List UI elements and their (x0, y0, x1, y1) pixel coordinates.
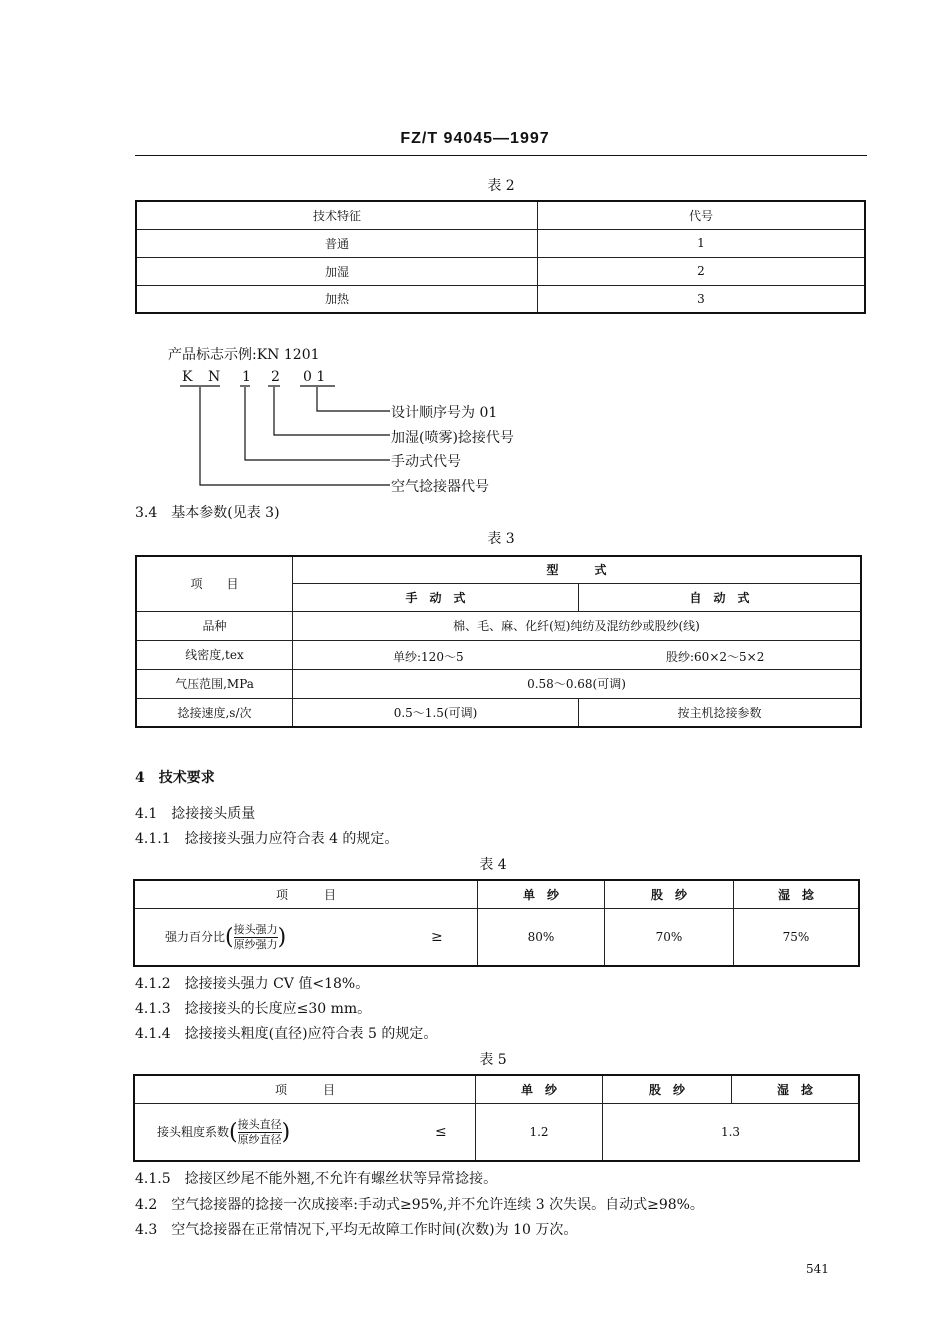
table5-header: 项 目 (134, 1075, 476, 1103)
table2-header-code: 代号 (538, 201, 866, 229)
section-4-1: 4.1 捻接接头质量 (135, 806, 256, 822)
table3-row-label: 线密度,tex (136, 640, 293, 669)
section-4-2: 4.2 空气捻接器的捻接一次成接率:手动式≥95%,并不允许连续 3 次失误。自动式≥98%。 (135, 1197, 704, 1213)
table3-auto-header: 自 动 式 (579, 583, 862, 611)
table2 (135, 200, 866, 314)
section-4: 4 技术要求 (135, 770, 215, 786)
example-code-01: 0 1 (303, 369, 326, 385)
table2-cell: 1 (538, 229, 866, 257)
page-number: 541 (806, 1262, 829, 1276)
table4-caption: 表 4 (479, 857, 507, 873)
table3-caption: 表 3 (487, 531, 515, 547)
table3-row-label: 气压范围,MPa (136, 669, 293, 698)
example-label-serial: 设计顺序号为 01 (391, 405, 498, 421)
section-4-1-1: 4.1.1 捻接接头强力应符合表 4 的规定。 (135, 831, 399, 847)
table5-caption: 表 5 (479, 1052, 507, 1068)
table2-caption: 表 2 (487, 178, 515, 194)
table4-value: 75% (734, 908, 860, 966)
table5-symbol: ≤ (435, 1123, 447, 1140)
example-code-1: 1 (242, 369, 251, 385)
table3-item-header: 项 目 (136, 556, 293, 611)
table4-item-label: 强力百分比 (165, 929, 226, 944)
example-code-n: N (208, 369, 221, 385)
table4-symbol: ≥ (431, 928, 443, 945)
table4-item-cell (134, 908, 478, 966)
table3-row-label: 品种 (136, 611, 293, 640)
table5-item-label: 接头粗度系数 (157, 1124, 230, 1139)
example-connector-lines (150, 385, 410, 495)
table3-density-manual: 单纱:120～5 (393, 649, 464, 664)
table5-header: 湿 捻 (732, 1075, 860, 1103)
example-label-manual: 手动式代号 (391, 454, 461, 470)
example-code-k: K (182, 369, 193, 385)
table4-header: 股 纱 (605, 880, 734, 908)
example-label-humidify: 加湿(喷雾)捻接代号 (391, 430, 514, 446)
table4-header: 湿 捻 (734, 880, 860, 908)
table4-value: 70% (605, 908, 734, 966)
section-4-1-4: 4.1.4 捻接接头粗度(直径)应符合表 5 的规定。 (135, 1026, 438, 1042)
table3-cell: 棉、毛、麻、化纤(短)纯纺及混纺纱或股纱(线) (293, 611, 862, 640)
example-code-2: 2 (271, 369, 280, 385)
table3-cell: 按主机捻接参数 (579, 698, 862, 727)
table2-header-feature: 技术特征 (136, 201, 538, 229)
table2-cell: 普通 (136, 229, 538, 257)
table3 (135, 555, 862, 728)
table5-item-cell (134, 1103, 476, 1161)
example-label-splicer: 空气捻接器代号 (391, 479, 489, 495)
table2-cell: 加湿 (136, 257, 538, 285)
header-rule (135, 155, 867, 156)
table2-cell: 3 (538, 285, 866, 313)
table2-cell: 加热 (136, 285, 538, 313)
section-4-1-2: 4.1.2 捻接接头强力 CV 值<18%。 (135, 976, 370, 992)
example-title: 产品标志示例:KN 1201 (168, 347, 320, 363)
page-header: FZ/T 94045—1997 (400, 130, 550, 147)
table3-cell: 0.58～0.68(可调) (293, 669, 862, 698)
table4-header: 单 纱 (478, 880, 605, 908)
table5-header: 单 纱 (476, 1075, 603, 1103)
section-4-1-3: 4.1.3 捻接接头的长度应≤30 mm。 (135, 1001, 372, 1017)
table3-density-auto: 股纱:60×2～5×2 (666, 649, 765, 664)
table5-header: 股 纱 (603, 1075, 732, 1103)
table5-value: 1.2 (476, 1103, 603, 1161)
section-4-1-5: 4.1.5 捻接区纱尾不能外翘,不允许有螺丝状等异常捻接。 (135, 1171, 498, 1187)
table3-cell: 0.5～1.5(可调) (293, 698, 579, 727)
table4-item: 强力百分比( $\frac{\text{接头强力}}{\text{原纱强力}}$ ) (165, 922, 287, 951)
section-3-4: 3.4 基本参数(见表 3) (135, 505, 280, 521)
section-4-3: 4.3 空气捻接器在正常情况下,平均无故障工作时间(次数)为 10 万次。 (135, 1222, 578, 1238)
table5-item: 接头粗度系数( $\frac{\text{接头直径}}{\text{原纱直径}}$ ) (157, 1117, 291, 1146)
table3-manual-header: 手 动 式 (293, 583, 579, 611)
table5-fraction: $\frac{\text{接头直径}}{\text{原纱直径}}$ (237, 1117, 282, 1146)
table2-cell: 2 (538, 257, 866, 285)
table4 (133, 879, 860, 967)
table5 (133, 1074, 860, 1162)
table3-density-cell (293, 640, 862, 669)
table3-type-header: 型 式 (293, 556, 862, 583)
table4-header: 项 目 (134, 880, 478, 908)
table5-value: 1.3 (603, 1103, 860, 1161)
table4-fraction: $\frac{\text{接头强力}}{\text{原纱强力}}$ (233, 922, 278, 951)
table3-row-label: 捻接速度,s/次 (136, 698, 293, 727)
table4-value: 80% (478, 908, 605, 966)
